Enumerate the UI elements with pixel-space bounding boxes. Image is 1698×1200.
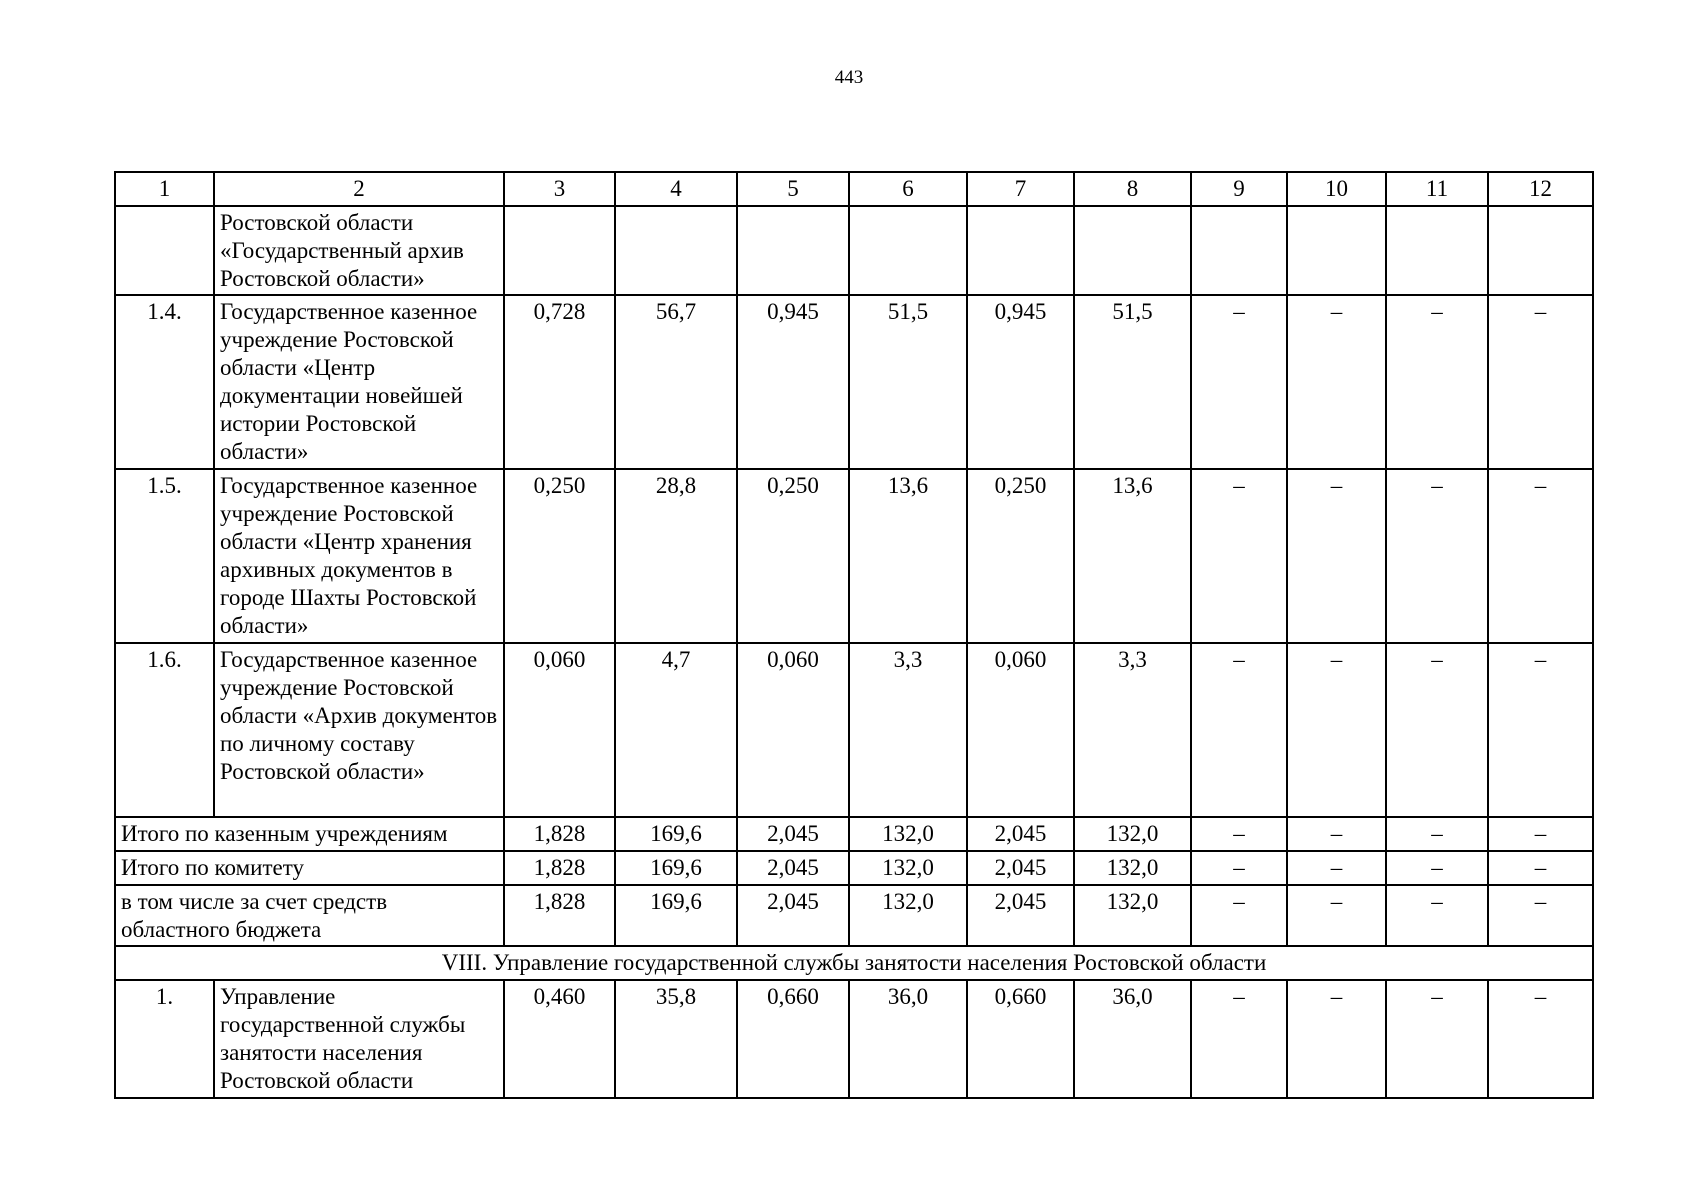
table-cell: 2,045 xyxy=(737,817,849,851)
table-cell: – xyxy=(1488,885,1593,946)
total-row xyxy=(115,817,1593,851)
page-number: 443 xyxy=(834,67,864,88)
table-cell: 13,6 xyxy=(849,469,967,643)
table-cell: 0,060 xyxy=(504,643,615,817)
table-cell: – xyxy=(1287,851,1386,885)
table-cell: 0,250 xyxy=(504,469,615,643)
table-cell: – xyxy=(1191,469,1287,643)
row-number: 1. xyxy=(115,980,214,1098)
table-cell: – xyxy=(1488,643,1593,817)
table-cell: – xyxy=(1488,469,1593,643)
total-row xyxy=(115,885,1593,946)
table-cell: 0,060 xyxy=(967,643,1074,817)
table-cell xyxy=(504,206,615,295)
table-cell xyxy=(1287,206,1386,295)
table-cell: – xyxy=(1386,817,1488,851)
table-cell: – xyxy=(1488,851,1593,885)
column-header: 10 xyxy=(1287,172,1386,206)
table-cell: – xyxy=(1191,980,1287,1098)
table-cell: 1,828 xyxy=(504,851,615,885)
table-cell: 1,828 xyxy=(504,817,615,851)
table-cell: – xyxy=(1386,851,1488,885)
table-cell: – xyxy=(1287,469,1386,643)
table-cell: – xyxy=(1386,295,1488,469)
table-cell: – xyxy=(1386,469,1488,643)
table-cell xyxy=(849,206,967,295)
table-cell: 0,945 xyxy=(737,295,849,469)
table-cell: 35,8 xyxy=(615,980,737,1098)
table-cell: 169,6 xyxy=(615,817,737,851)
table-cell: – xyxy=(1287,643,1386,817)
table-cell: 51,5 xyxy=(849,295,967,469)
column-header: 2 xyxy=(214,172,504,206)
table-cell: – xyxy=(1386,980,1488,1098)
column-header: 4 xyxy=(615,172,737,206)
row-number: 1.4. xyxy=(115,295,214,469)
table-cell: 132,0 xyxy=(849,851,967,885)
table-cell: 0,060 xyxy=(737,643,849,817)
column-header: 8 xyxy=(1074,172,1191,206)
table-cell: 51,5 xyxy=(1074,295,1191,469)
column-header: 11 xyxy=(1386,172,1488,206)
table-cell xyxy=(1074,206,1191,295)
table-cell: – xyxy=(1386,643,1488,817)
table-cell: 13,6 xyxy=(1074,469,1191,643)
table-cell: 169,6 xyxy=(615,851,737,885)
table-cell: 2,045 xyxy=(737,851,849,885)
table-cell xyxy=(615,206,737,295)
table-cell: 36,0 xyxy=(849,980,967,1098)
table-cell: 28,8 xyxy=(615,469,737,643)
table-cell: 169,6 xyxy=(615,885,737,946)
table-cell: 2,045 xyxy=(737,885,849,946)
total-label: Итого по комитету xyxy=(115,851,504,885)
table-cell: 56,7 xyxy=(615,295,737,469)
table-cell: 0,460 xyxy=(504,980,615,1098)
table-cell: – xyxy=(1386,885,1488,946)
column-header: 7 xyxy=(967,172,1074,206)
table-cell: – xyxy=(1191,817,1287,851)
table-cell: – xyxy=(1287,295,1386,469)
table-cell xyxy=(1386,206,1488,295)
table-cell xyxy=(737,206,849,295)
column-header: 5 xyxy=(737,172,849,206)
table-cell: 132,0 xyxy=(849,885,967,946)
table-cell xyxy=(1191,206,1287,295)
row-name: Государственное казенное учреждение Ростовской области «Центр документации новейшей истории Ростовской области» xyxy=(214,295,504,469)
table-cell: 0,250 xyxy=(967,469,1074,643)
row-number: 1.5. xyxy=(115,469,214,643)
column-header: 3 xyxy=(504,172,615,206)
column-header-row xyxy=(115,172,1593,206)
table-cell: 2,045 xyxy=(967,851,1074,885)
table-cell: 3,3 xyxy=(849,643,967,817)
table-cell: 0,728 xyxy=(504,295,615,469)
table-cell: – xyxy=(1191,885,1287,946)
table-cell: 132,0 xyxy=(849,817,967,851)
table-cell: 0,945 xyxy=(967,295,1074,469)
total-label: Итого по казенным учреждениям xyxy=(115,817,504,851)
table-cell xyxy=(967,206,1074,295)
table-cell: 1,828 xyxy=(504,885,615,946)
row-number xyxy=(115,206,214,295)
row-name: Государственное казенное учреждение Ростовской области «Центр хранения архивных документов в городе Шахты Ростовской области» xyxy=(214,469,504,643)
table-cell: – xyxy=(1191,851,1287,885)
table-cell: 0,660 xyxy=(967,980,1074,1098)
table-cell: 132,0 xyxy=(1074,885,1191,946)
column-header: 9 xyxy=(1191,172,1287,206)
table-cell: – xyxy=(1488,980,1593,1098)
table-cell: 2,045 xyxy=(967,817,1074,851)
table-cell: – xyxy=(1488,295,1593,469)
table-cell: 132,0 xyxy=(1074,817,1191,851)
column-header: 12 xyxy=(1488,172,1593,206)
table-cell: – xyxy=(1287,817,1386,851)
table-cell: 2,045 xyxy=(967,885,1074,946)
table-cell: – xyxy=(1287,885,1386,946)
table-cell: 0,250 xyxy=(737,469,849,643)
column-header: 6 xyxy=(849,172,967,206)
table-row xyxy=(115,295,1593,469)
table-cell: 132,0 xyxy=(1074,851,1191,885)
table-row xyxy=(115,643,1593,817)
row-name: Ростовской области «Государственный архив Ростовской области» xyxy=(214,206,504,295)
table-row xyxy=(115,469,1593,643)
row-number: 1.6. xyxy=(115,643,214,817)
table-cell: – xyxy=(1287,980,1386,1098)
table-cell: 3,3 xyxy=(1074,643,1191,817)
column-header: 1 xyxy=(115,172,214,206)
section-heading: VIII. Управление государственной службы занятости населения Ростовской области xyxy=(115,946,1593,980)
table-cell: – xyxy=(1191,295,1287,469)
table-cell xyxy=(1488,206,1593,295)
table-cell: – xyxy=(1488,817,1593,851)
table-cell: – xyxy=(1191,643,1287,817)
table-row xyxy=(115,980,1593,1098)
row-name: Управление государственной службы занятости населения Ростовской области xyxy=(214,980,504,1098)
budget-table xyxy=(114,171,1594,1099)
row-name: Государственное казенное учреждение Ростовской области «Архив документов по личному составу Ростовской области» xyxy=(214,643,504,817)
table-cell: 4,7 xyxy=(615,643,737,817)
section-heading-row xyxy=(115,946,1593,980)
total-row xyxy=(115,851,1593,885)
table-cell: 36,0 xyxy=(1074,980,1191,1098)
total-label: в том числе за счет средств областного бюджета xyxy=(115,885,504,946)
table-row-continued xyxy=(115,206,1593,295)
table-cell: 0,660 xyxy=(737,980,849,1098)
